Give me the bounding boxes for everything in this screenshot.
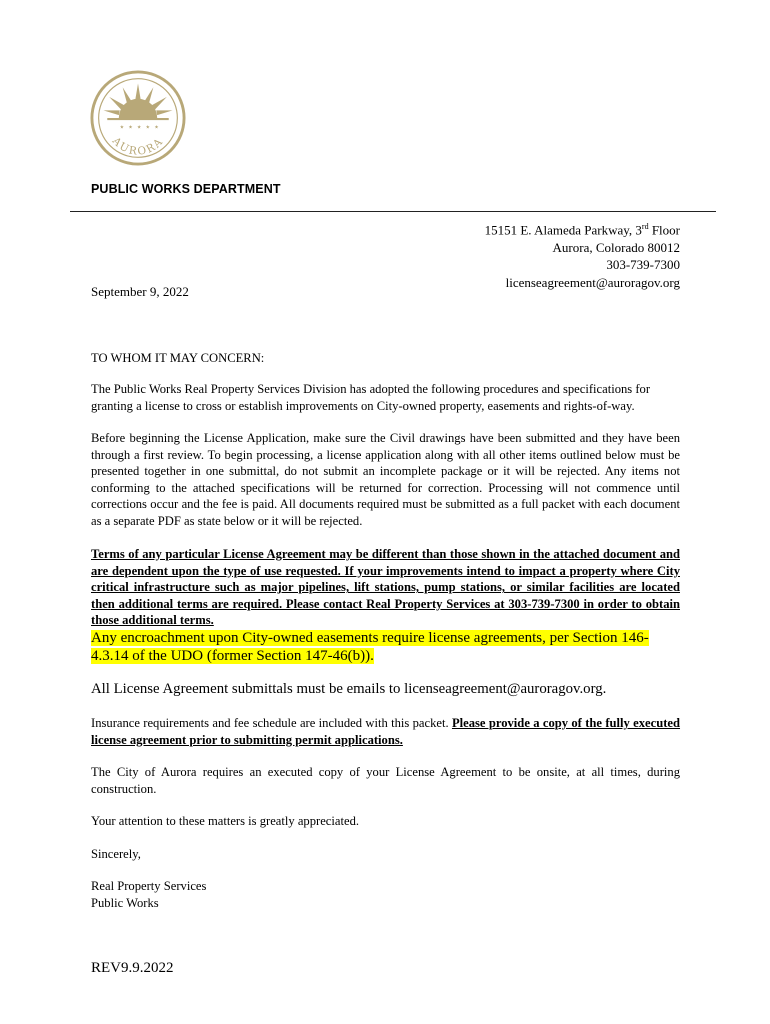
svg-text:★: ★ [128,125,133,131]
salutation: TO WHOM IT MAY CONCERN: [91,351,265,365]
aurora-seal-logo [90,70,186,166]
department-name: PUBLIC WORKS DEPARTMENT [91,182,281,196]
paragraph-terms: Terms of any particular License Agreement may be different than those shown in the attached document and are dependent upon the type of use requested. If your improvements intend to impact a property where City critical infrastructure such as major pipelines, lift stations, pump stations, or similar facilities are located then additional terms are required. Please contact Real Property Services at 303-739-7300 in order to obtain those additional terms. [91,547,680,628]
closing-sincerely: Sincerely, [91,847,141,861]
paragraph-encroachment [91,629,680,665]
paragraph-insurance: Insurance requirements and fee schedule are included with this packet. Please provide a copy of the fully executed license agreement prior to submitting permit applications. [91,716,681,747]
signature-line-2: Public Works [91,895,159,910]
svg-text:★: ★ [119,125,125,131]
paragraph-onsite: The City of Aurora requires an executed copy of your License Agreement to be onsite, at all times, during construction. [91,765,680,796]
revision-label: REV9.9.2022 [91,960,174,976]
svg-text:★: ★ [137,125,142,131]
address-line-2: Aurora, Colorado 80012 [552,239,680,255]
signature-line-1: Real Property Services [91,879,207,893]
paragraph-submittals: All License Agreement submittals must be emails to licenseagreement@auroragov.org. [91,681,607,697]
logo-text: AURORA [109,135,167,158]
address-line-1: 15151 E. Alameda Parkway, 3rd Floor [484,222,680,238]
insurance-bold-note: Please provide a copy of the fully executed license agreement prior to submitting permit applications. [91,716,681,747]
svg-text:★: ★ [154,125,159,131]
paragraph-attention: Your attention to these matters is greatly appreciated. [91,814,360,828]
email-address[interactable]: licenseagreement@auroragov.org [505,274,680,290]
letter-date: September 9, 2022 [91,284,189,299]
svg-text:AURORA [109,134,166,157]
header-divider [70,211,716,212]
encroachment-highlight: Any encroachment upon City-owned easements require license agreements, per Section 146-4.3.14 of the UDO (former Section 147-46(b)). [91,630,649,664]
address-block [485,218,680,291]
paragraph-processing: Before beginning the License Application, make sure the Civil drawings have been submitted and they have been through a first review. To begin processing, a license application along with all other items outlined below must be presented together in one submittal, do not submit an incomplete package or it will be rejected. Any items not conforming to the attached specifications will be returned for correction. Processing will not commence until corrections occur and the fee is paid. All documents required must be submitted as a full packet with each document as a separate PDF as state below or it will be rejected. [91,431,680,528]
phone-number: 303-739-7300 [606,257,680,273]
paragraph-intro: The Public Works Real Property Services Division has adopted the following procedures and specifications for granting a license to cross or establish improvements on City-owned property, easements and rights-of-way. [91,382,651,413]
svg-text:★: ★ [145,125,150,131]
signature-block [91,878,680,911]
aurora-seal-icon [90,70,186,166]
